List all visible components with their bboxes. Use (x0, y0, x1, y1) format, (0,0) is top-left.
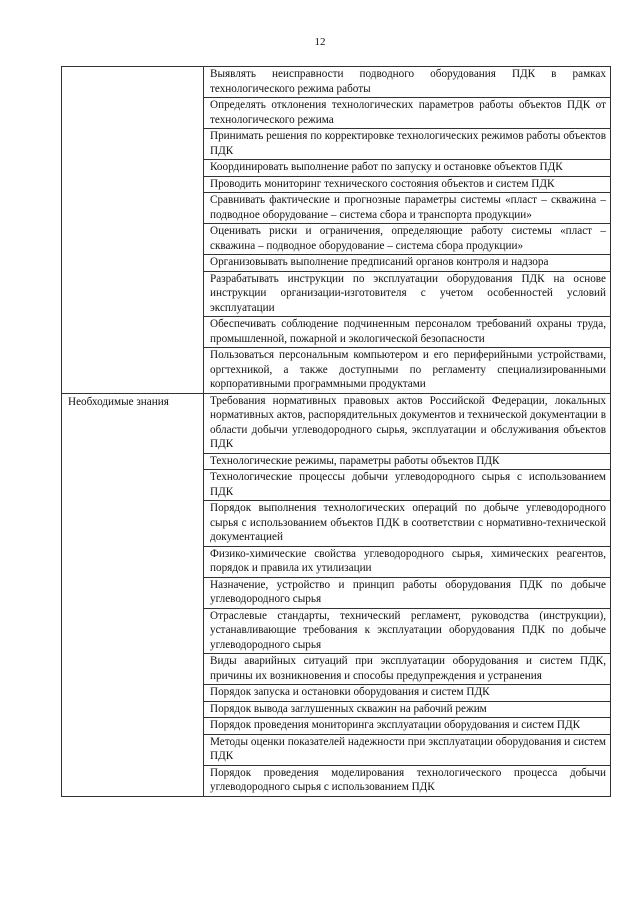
table-row: Обеспечивать соблюдение подчиненным персоналом требований охраны труда, промышленной, пожарной и экологической безопасности (204, 316, 610, 347)
table-row: Порядок вывода заглушенных скважин на рабочий режим (204, 701, 610, 718)
table-row: Разрабатывать инструкции по эксплуатации оборудования ПДК на основе инструкции организации-изготовителя с учетом особенностей условий эксплуатации (204, 271, 610, 317)
table-row: Координировать выполнение работ по запуску и остановке объектов ПДК (204, 159, 610, 176)
table-row: Определять отклонения технологических параметров работы объектов ПДК от технологического режима (204, 97, 610, 128)
section-knowledge (62, 393, 610, 796)
table-row: Порядок выполнения технологических операций по добыче углеводородного сырья с использованием объектов ПДК в соответствии с нормативно-технической документацией (204, 500, 610, 546)
competency-table (61, 66, 611, 797)
table-row: Отраслевые стандарты, технический регламент, руководства (инструкции), устанавливающие требования к эксплуатации оборудования ПДК по добыче углеводородного сырья (204, 608, 610, 654)
table-row: Проводить мониторинг технического состояния объектов и систем ПДК (204, 176, 610, 193)
table-row: Назначение, устройство и принцип работы оборудования ПДК по добыче углеводородного сырья (204, 577, 610, 608)
table-row: Организовывать выполнение предписаний органов контроля и надзора (204, 254, 610, 271)
table-row: Порядок проведения мониторинга эксплуатации оборудования и систем ПДК (204, 717, 610, 734)
table-row: Порядок проведения моделирования технологического процесса добычи углеводородного сырья с использованием ПДК (204, 765, 610, 796)
table-row: Виды аварийных ситуаций при эксплуатации оборудования и систем ПДК, причины их возникновения и способы предупреждения и устранения (204, 653, 610, 684)
section-skills (62, 67, 610, 393)
table-row: Сравнивать фактические и прогнозные параметры системы «пласт – скважина – подводное оборудование – система сбора и транспорта продукции» (204, 192, 610, 223)
table-row: Методы оценки показателей надежности при эксплуатации оборудования и систем ПДК (204, 734, 610, 765)
table-row: Пользоваться персональным компьютером и его периферийными устройствами, оргтехникой, а также доступными по регламенту специализированными корпоративными программными продуктами (204, 347, 610, 393)
section-label (62, 67, 204, 393)
table-row: Требования нормативных правовых актов Российской Федерации, локальных нормативных актов, распорядительных документов и технической документации в области добычи углеводородного сырья, эксплуатации и обслуживания объектов ПДК (210, 394, 606, 450)
table-row: Оценивать риски и ограничения, определяющие работу системы «пласт – скважина – подводное оборудование – система сбора продукции» (204, 223, 610, 254)
knowledge-list (204, 394, 610, 796)
skills-list (204, 67, 610, 393)
table-row: Выявлять неисправности подводного оборудования ПДК в рамках технологического режима работы (210, 68, 606, 95)
table-row: Технологические процессы добычи углеводородного сырья с использованием ПДК (204, 469, 610, 500)
table-row: Физико-химические свойства углеводородного сырья, химических реагентов, порядок и правила их утилизации (204, 546, 610, 577)
table-row: Технологические режимы, параметры работы объектов ПДК (204, 453, 610, 470)
section-label: Необходимые знания (62, 394, 204, 796)
table-row: Принимать решения по корректировке технологических режимов работы объектов ПДК (204, 128, 610, 159)
table-row: Порядок запуска и остановки оборудования и систем ПДК (204, 684, 610, 701)
page-number: 12 (314, 36, 326, 48)
